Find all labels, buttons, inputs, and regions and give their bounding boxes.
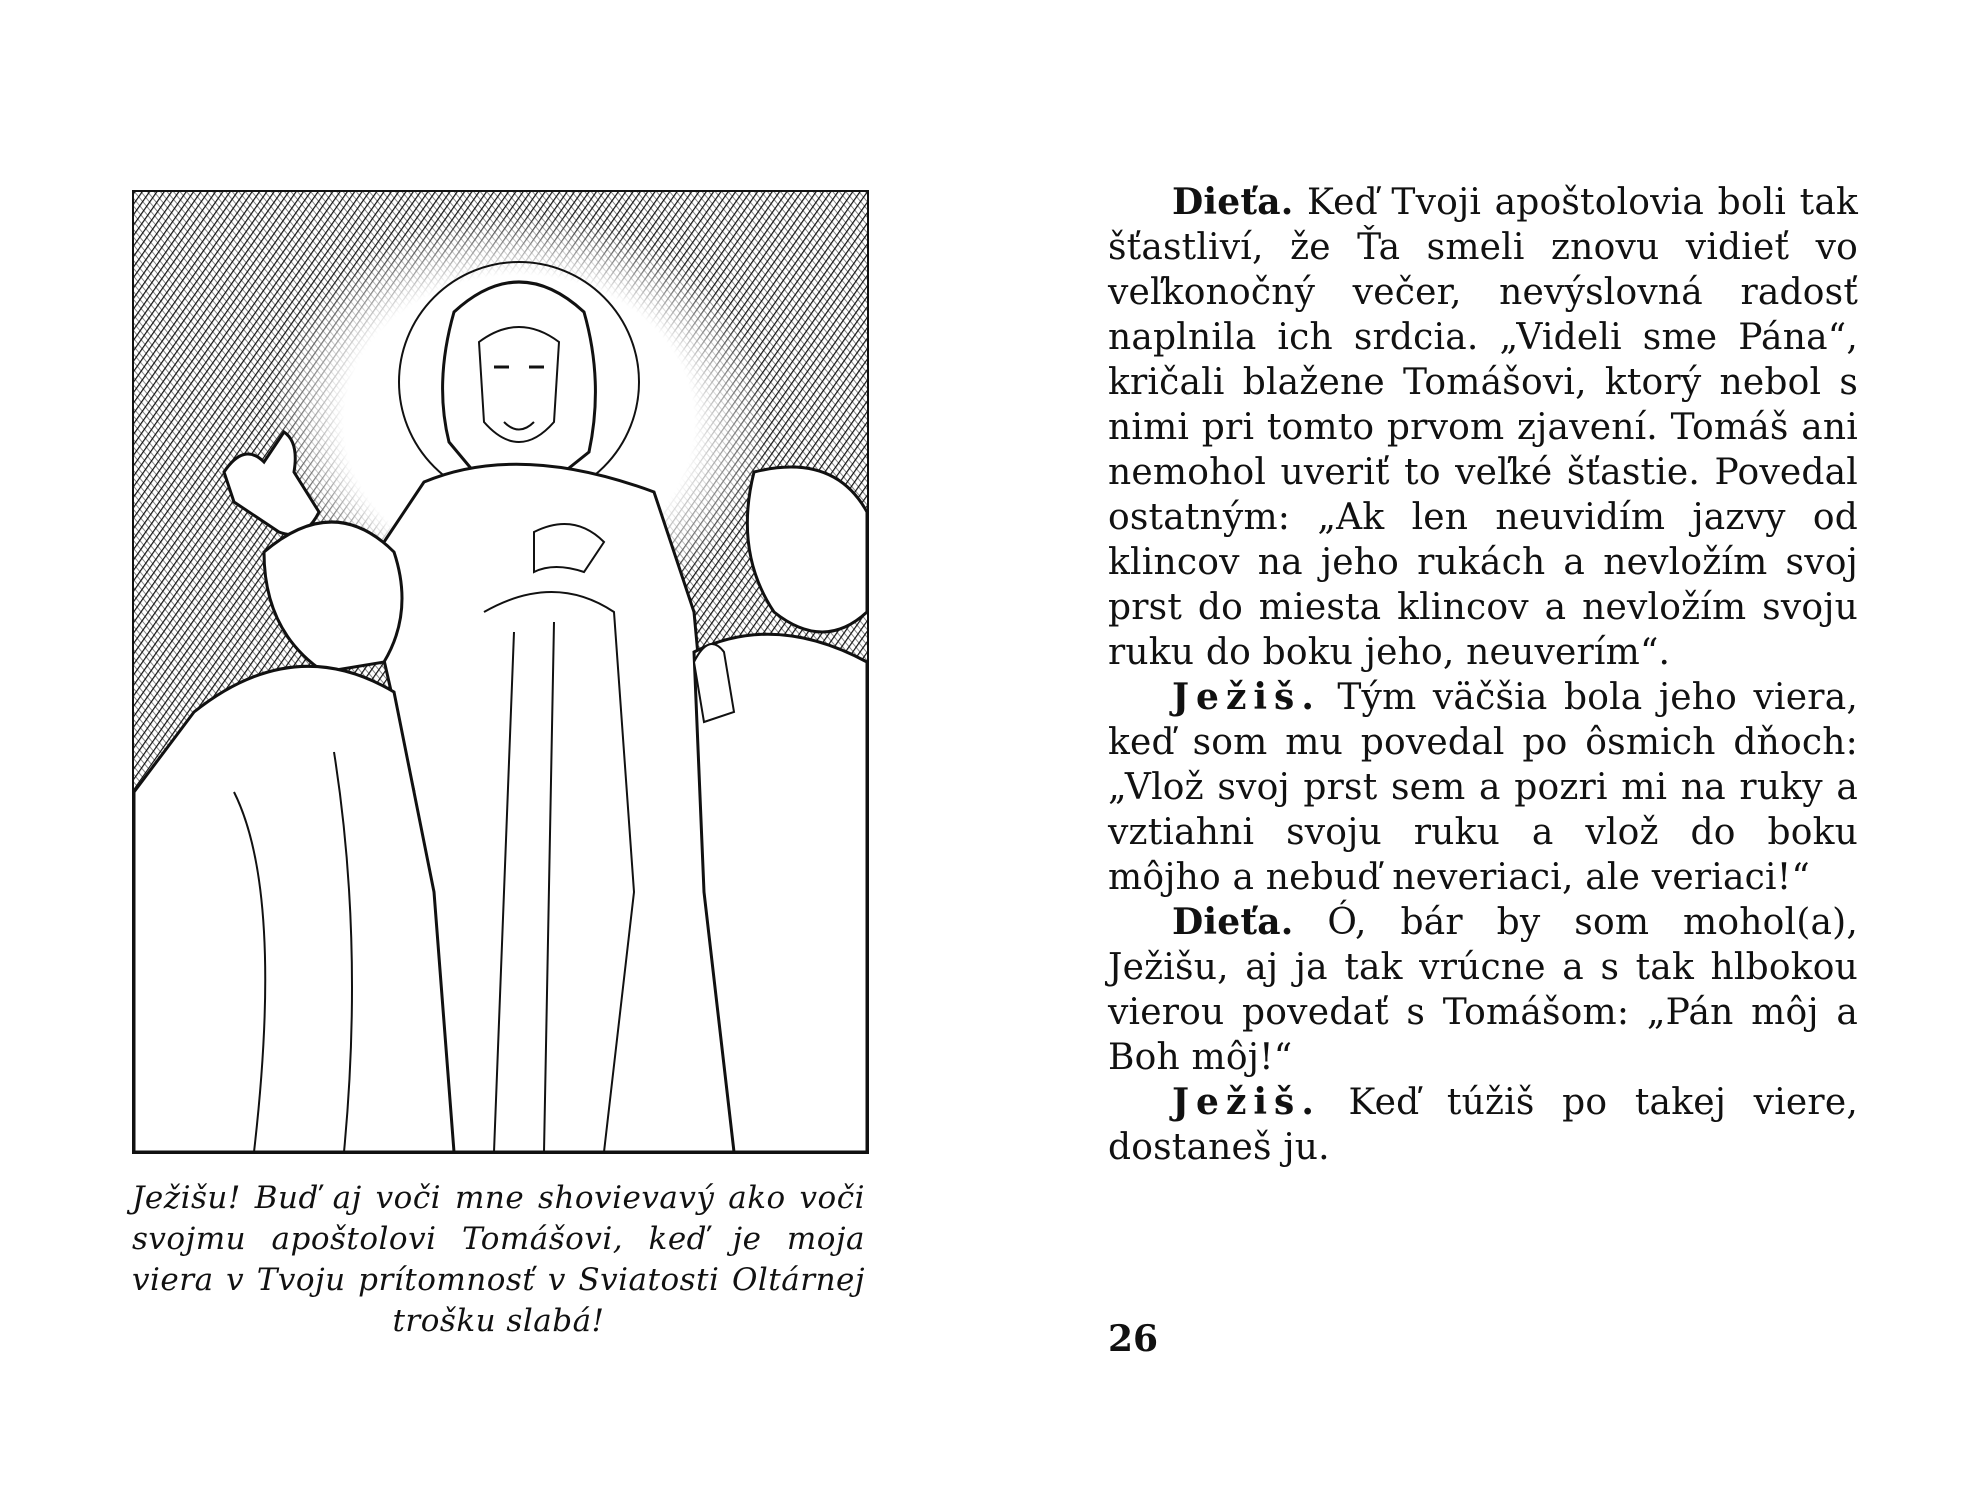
engraving-image — [134, 192, 867, 1152]
dialogue-text: Tým väčšia bola jeho viera, keď som mu povedal po ôsmich dňoch: „Vlož svoj prst sem a pozri mi na ruky a vztiahni svoju ruku a vlož do boku môjho a nebuď neveriaci, ale veriaci!“ — [1108, 677, 1858, 898]
speaker-child: Dieťa. — [1172, 181, 1294, 223]
christ-face — [479, 327, 559, 442]
dialogue-text: Ó, bár by som mohol(a), Ježišu, aj ja tak vrúcne a s tak hlbokou vierou povedať s Tomášom: „Pán môj a Boh môj!“ — [1108, 902, 1858, 1078]
dialogue-text: Keď Tvoji apoštolovia boli tak šťastliví, že Ťa smeli znovu vidieť vo veľkonočný večer, nevýslovná radosť naplnila ich srdcia. „Videli sme Pána“, kričali blažene Tomášovi, ktorý nebol s nimi pri tomto prvom zjavení. Tomáš ani nemohol uveriť to veľké šťastie. Povedal ostatným: „Ak len neuvidím jazvy od klincov na jeho rukách a nevložím svoj prst do miesta klincov a nevložím svoju ruku do boku jeho, neuverím“. — [1108, 182, 1858, 673]
speaker-jesus: Ježiš. — [1172, 1081, 1321, 1123]
left-page — [120, 190, 870, 1390]
right-page-text — [1108, 180, 1858, 1380]
illustration-christ-and-thomas — [132, 190, 869, 1154]
dialogue-paragraph — [1108, 1080, 1858, 1170]
dialogue-paragraph — [1108, 180, 1858, 675]
speaker-jesus: Ježiš. — [1172, 676, 1321, 718]
dialogue-text: Keď túžiš po takej viere, dostaneš ju. — [1108, 1082, 1858, 1168]
dialogue-paragraph — [1108, 675, 1858, 900]
illustration-caption: Ježišu! Buď aj voči mne shovievavý ako voči svojmu apoštolovi Tomášovi, keď je moja viera v Tvoju prítomnosť v Sviatosti Oltárnej trošku slabá! — [132, 1180, 865, 1339]
page-number: 26 — [1108, 1318, 1159, 1360]
speaker-child: Dieťa. — [1172, 901, 1294, 943]
dialogue-paragraph — [1108, 900, 1858, 1080]
